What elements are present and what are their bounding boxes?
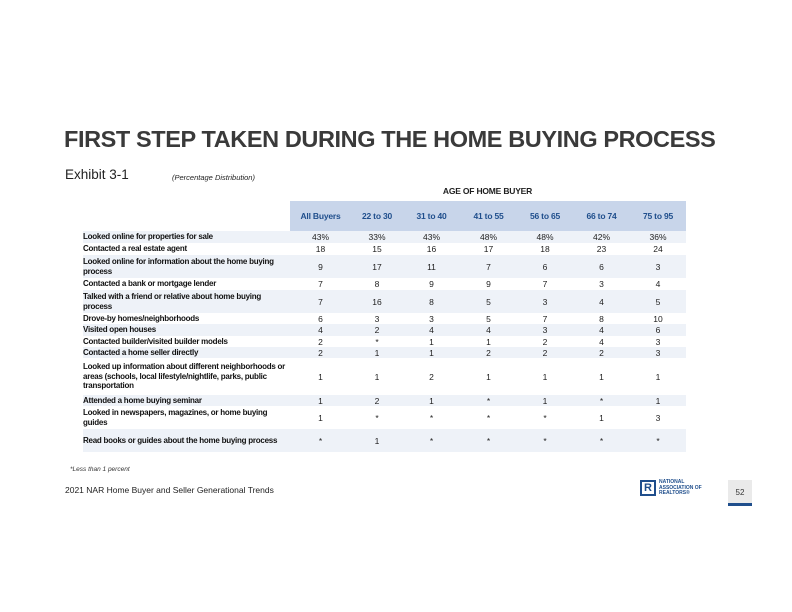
table-cell: 7 [542, 279, 548, 289]
table-cell: 6 [630, 324, 686, 336]
row-label: Attended a home buying seminar [83, 395, 290, 406]
table-cell: 9 [429, 279, 434, 289]
table-cell: 1 [517, 395, 573, 406]
column-header: 66 to 74 [573, 201, 630, 231]
row-label: Looked online for properties for sale [83, 231, 290, 243]
table-cell: * [290, 429, 351, 452]
table-cell: 1 [630, 395, 686, 406]
table-cell: 36% [630, 231, 686, 243]
table-cell: 3 [655, 336, 661, 347]
table-cell: 4 [573, 290, 630, 313]
table-cell: 3 [655, 412, 661, 423]
row-label: Contacted a real estate agent [83, 244, 187, 254]
table-cell: 2 [290, 347, 351, 358]
table-cell: 5 [486, 313, 491, 324]
table-cell: 17 [483, 244, 494, 254]
table-cell: 10 [653, 313, 663, 324]
table-cell: 2 [460, 347, 517, 358]
row-label: Read books or guides about the home buying process [83, 429, 290, 452]
page-number-accent [728, 503, 752, 506]
table-cell: * [460, 429, 517, 452]
table-cell: 1 [318, 371, 323, 382]
table-cell: * [429, 412, 434, 423]
row-label: Talked with a friend or relative about home buying process [83, 290, 290, 313]
table-cell: 16 [351, 290, 403, 313]
table-row [83, 324, 686, 336]
table-cell: 24 [653, 244, 663, 254]
table-cell: * [573, 395, 630, 406]
page-number: 52 [728, 480, 752, 504]
table-cell: 1 [542, 371, 548, 382]
table-cell: 4 [599, 336, 604, 347]
table-cell: 1 [318, 412, 323, 423]
table-row [83, 358, 686, 395]
table-cell: * [460, 395, 517, 406]
table-cell: * [403, 429, 460, 452]
row-label: Contacted a home seller directly [83, 347, 290, 358]
table-cell: 2 [351, 324, 403, 336]
table-cell: * [543, 412, 547, 423]
table-row [83, 406, 686, 429]
table-row [83, 255, 686, 278]
table-cell: 3 [630, 255, 686, 278]
table-cell: 8 [599, 313, 604, 324]
table-row [83, 313, 686, 324]
table-cell: 7 [318, 279, 323, 289]
table-cell: 7 [542, 313, 548, 324]
header-blank-cell [83, 201, 290, 231]
table-cell: 1 [403, 395, 460, 406]
logo-line: ASSOCIATION OF [659, 484, 702, 491]
table-cell: 4 [290, 324, 351, 336]
table-cell: * [486, 412, 491, 423]
table-cell: 18 [315, 244, 326, 254]
logo-text [659, 480, 702, 497]
table-cell: 2 [573, 347, 630, 358]
table-cell: 6 [573, 255, 630, 278]
table-cell: 1 [290, 395, 351, 406]
row-label: Looked in newspapers, magazines, or home buying guides [83, 408, 268, 427]
header-row [83, 201, 686, 231]
table-row [83, 243, 686, 255]
column-header: 41 to 55 [460, 201, 517, 231]
table-cell: 4 [403, 324, 460, 336]
realtor-r-logo-icon: R [640, 480, 656, 496]
table-row [83, 231, 686, 243]
table-cell: 9 [290, 255, 351, 278]
row-label: Contacted builder/visited builder models [83, 336, 228, 346]
table-cell: 23 [596, 244, 607, 254]
table-cell: 43% [290, 231, 351, 243]
table-cell: 11 [403, 255, 460, 278]
logo-line: REALTORS® [659, 490, 690, 496]
table-cell: * [375, 336, 379, 347]
table-row [83, 429, 686, 452]
table-cell: 3 [429, 313, 434, 324]
table-cell: 2 [542, 336, 548, 347]
table-cell: 1 [429, 336, 434, 347]
table-cell: 2 [351, 395, 403, 406]
page-title: FIRST STEP TAKEN DURING THE HOME BUYING PROCESS [64, 126, 716, 152]
table-cell: 3 [630, 347, 686, 358]
table-cell: 6 [517, 255, 573, 278]
table-cell: 1 [351, 429, 403, 452]
table-cell: 2 [517, 347, 573, 358]
table-cell: 8 [374, 279, 380, 289]
table-cell: * [517, 429, 573, 452]
table-cell: 4 [655, 279, 661, 289]
row-label: Looked online for information about the home buying process [83, 255, 290, 278]
table-cell: 5 [460, 290, 517, 313]
table-cell: 4 [573, 324, 630, 336]
table-row [83, 278, 686, 290]
table-cell: 8 [403, 290, 460, 313]
table-cell: 16 [426, 244, 437, 254]
table-cell: 7 [460, 255, 517, 278]
table-cell: 1 [486, 371, 491, 382]
table-row [83, 336, 686, 347]
table-cell: 1 [655, 371, 661, 382]
table-cell: 6 [318, 313, 323, 324]
table-row [83, 347, 686, 358]
table-cell: 2 [429, 371, 434, 382]
table-cell: 3 [517, 290, 573, 313]
table-cell: 17 [351, 255, 403, 278]
table-cell: 3 [374, 313, 380, 324]
row-label: Drove-by homes/neighborhoods [83, 313, 200, 323]
table-cell: * [630, 429, 686, 452]
table-cell: 1 [403, 347, 460, 358]
exhibit-label: Exhibit 3-1 [65, 167, 129, 182]
table-cell: 3 [599, 279, 604, 289]
table-row [83, 395, 686, 406]
column-header: All Buyers [290, 201, 351, 231]
age-group-heading: AGE OF HOME BUYER [442, 186, 533, 196]
column-header: 22 to 30 [351, 201, 403, 231]
table-cell: 1 [374, 371, 380, 382]
data-table [83, 201, 686, 452]
table-cell: 1 [599, 412, 604, 423]
table-row [83, 290, 686, 313]
table-cell: 2 [318, 336, 323, 347]
row-label: Contacted a bank or mortgage lender [83, 279, 217, 289]
table-cell: 1 [351, 347, 403, 358]
table-cell: 48% [517, 231, 573, 243]
row-label: Looked up information about different neighborhoods or areas (schools, local lifestyle/nightlife, parks, public transportation [83, 362, 286, 391]
table-cell: 1 [486, 336, 491, 347]
table-cell: 48% [460, 231, 517, 243]
table-cell: 15 [372, 244, 382, 254]
table-cell: * [375, 412, 379, 423]
footnote: *Less than 1 percent [70, 466, 130, 473]
table-cell: * [573, 429, 630, 452]
footer-text: 2021 NAR Home Buyer and Seller Generational Trends [65, 485, 274, 495]
table-cell: 1 [599, 371, 604, 382]
table-cell: 33% [351, 231, 403, 243]
row-label: Visited open houses [83, 324, 290, 336]
table-cell: 5 [630, 290, 686, 313]
column-header: 75 to 95 [630, 201, 686, 231]
table-cell: 43% [403, 231, 460, 243]
logo-line: NATIONAL [659, 479, 685, 485]
nar-logo [640, 480, 702, 497]
column-header: 56 to 65 [517, 201, 573, 231]
table-cell: 42% [573, 231, 630, 243]
table-cell: 4 [460, 324, 517, 336]
table-cell: 3 [517, 324, 573, 336]
exhibit-subtitle: (Percentage Distribution) [172, 173, 255, 182]
column-header: 31 to 40 [403, 201, 460, 231]
table-cell: 18 [540, 244, 550, 254]
table-cell: 7 [290, 290, 351, 313]
table-cell: 9 [486, 279, 491, 289]
